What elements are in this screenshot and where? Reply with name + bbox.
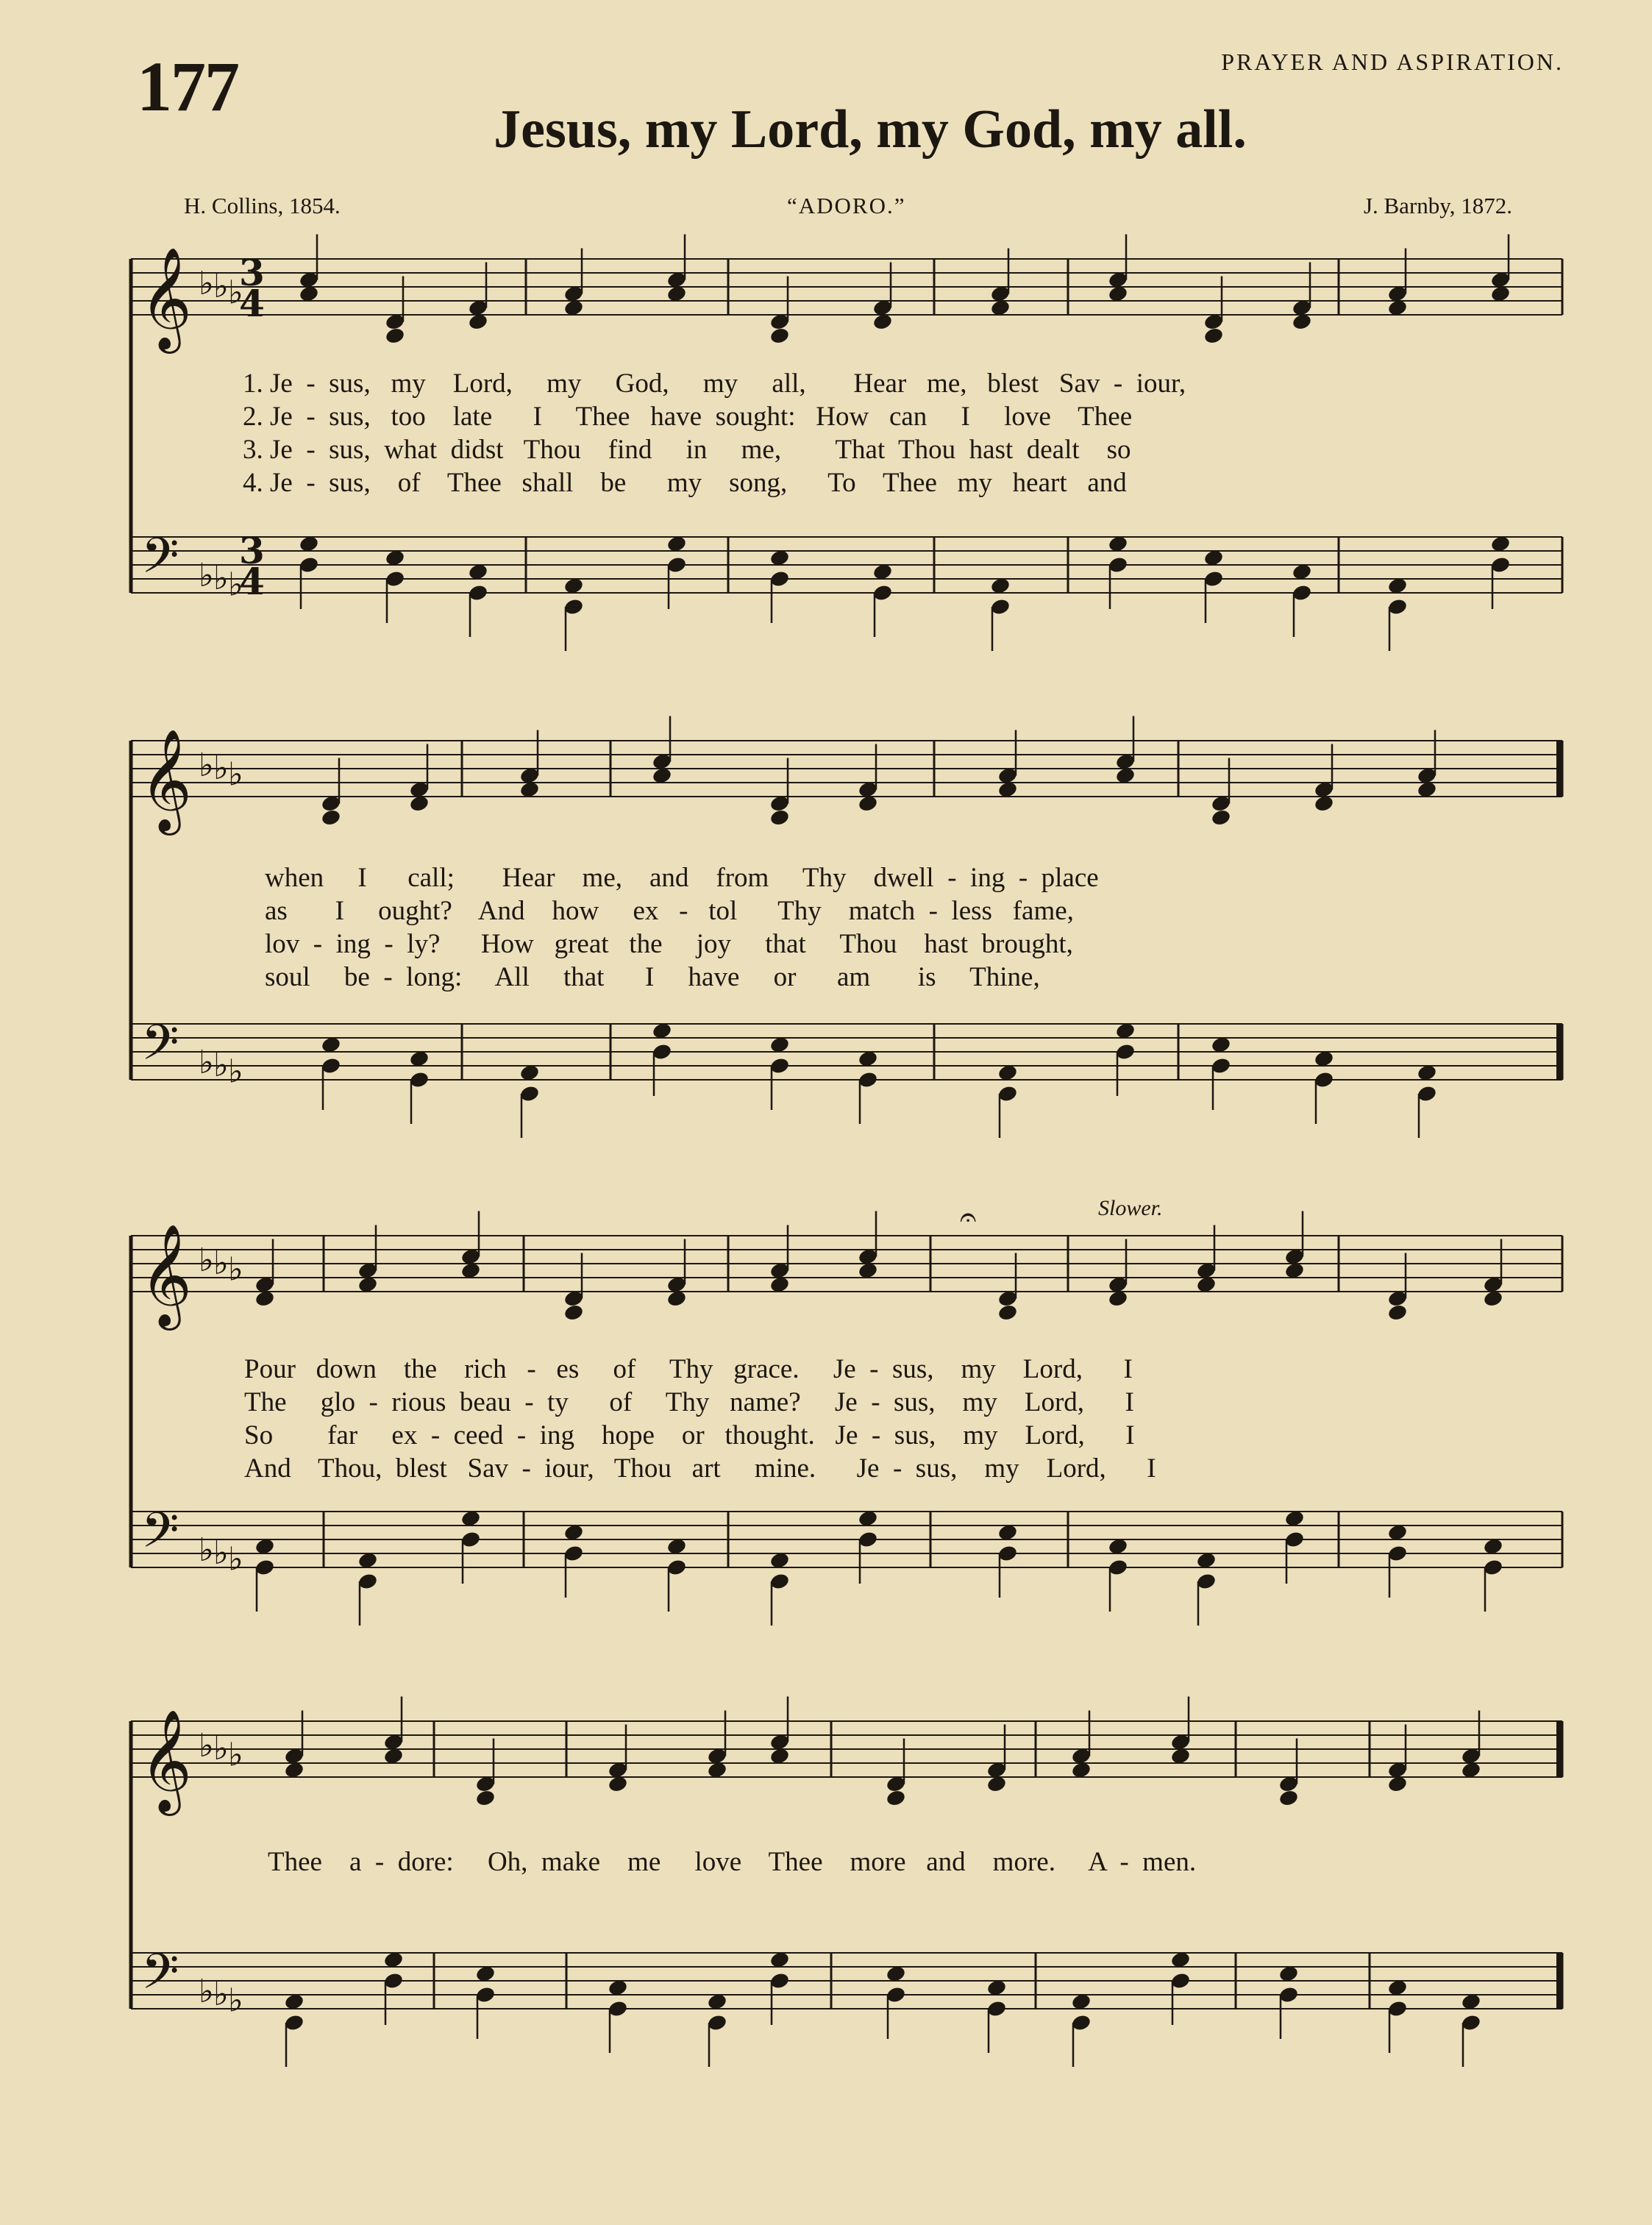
time-sig-bottom-treble: 4 — [239, 282, 265, 325]
key-flat-s1-bass-1: ♭ — [199, 557, 214, 594]
key-flat-s4-bass-2: ♭ — [213, 1976, 229, 2013]
key-flat-s3-bass-1: ♭ — [199, 1531, 214, 1569]
lyric-line-s4-v1: Thee a - dore: Oh, make me love Thee more and more. A - men. — [268, 1847, 1197, 1877]
key-flat-s2-bass-2: ♭ — [213, 1047, 229, 1084]
final-bar-treble-2 — [1556, 1721, 1563, 1777]
author-credit: H. Collins, 1854. — [184, 193, 341, 218]
final-bar-treble-1 — [1556, 741, 1563, 797]
note-head-s3-treble-lower-12 — [1387, 1303, 1409, 1322]
composer-credit: J. Barnby, 1872. — [1363, 193, 1512, 218]
bass-clef-s2: 𝄢 — [141, 1014, 179, 1083]
key-flat-s3-treble-3: ♭ — [228, 1250, 243, 1289]
bass-clef-s4: 𝄢 — [141, 1943, 179, 2012]
hymn-title: Jesus, my Lord, my God, my all. — [494, 99, 1247, 160]
lyric-line-s3-v3: So far ex - ceed - ing hope or thought. Je - sus, my Lord, I — [244, 1420, 1135, 1450]
key-flat-s1-treble-2: ♭ — [213, 268, 229, 305]
section-title: PRAYER AND ASPIRATION. — [1221, 49, 1564, 75]
lyric-line-s2-v3: lov - ing - ly? How great the joy that Thou hast brought, — [265, 929, 1073, 959]
key-flat-s2-treble-1: ♭ — [199, 747, 214, 784]
note-head-s1-treble-lower-10 — [1203, 327, 1225, 345]
time-sig-bottom-bass: 4 — [239, 560, 265, 603]
note-head-s2-treble-lower-1 — [321, 808, 342, 827]
bass-clef-s3: 𝄢 — [141, 1502, 179, 1570]
tune-name: “ADORO.” — [787, 193, 906, 218]
note-head-s3-treble-lower-4 — [563, 1303, 585, 1322]
note-head-s2-treble-lower-5 — [769, 808, 791, 827]
tempo-marking: Slower. — [1098, 1196, 1163, 1220]
final-bar-bass-2 — [1556, 1953, 1563, 2009]
key-flat-s2-treble-3: ♭ — [228, 755, 243, 794]
lyric-line-s3-v2: The glo - rious beau - ty of Thy name? Je - sus, my Lord, I — [244, 1387, 1134, 1417]
lyric-line-s1-v1: 1. Je - sus, my Lord, my God, my all, Hear me, blest Sav - iour, — [243, 369, 1186, 399]
time-sig-top-bass: 3 — [239, 529, 265, 572]
key-flat-s2-bass-3: ♭ — [228, 1053, 243, 1091]
lyric-line-s2-v1: when I call; Hear me, and from Thy dwell - ing - place — [265, 863, 1099, 893]
note-head-s4-treble-lower-7 — [886, 1789, 907, 1807]
key-flat-s2-treble-2: ♭ — [213, 750, 229, 787]
key-flat-s1-treble-1: ♭ — [199, 265, 214, 302]
key-flat-s3-treble-1: ♭ — [199, 1242, 214, 1279]
key-flat-s1-treble-3: ♭ — [228, 274, 243, 312]
time-sig-top-treble: 3 — [239, 251, 265, 294]
key-flat-s2-bass-1: ♭ — [199, 1044, 214, 1081]
lyric-line-s3-v4: And Thou, blest Sav - iour, Thou art mine. Je - sus, my Lord, I — [244, 1453, 1156, 1484]
note-head-s2-treble-lower-9 — [1211, 808, 1232, 827]
note-head-s3-treble-lower-8 — [997, 1303, 1019, 1322]
treble-clef-s2: 𝄞 — [140, 729, 192, 831]
hymn-number: 177 — [137, 47, 238, 126]
note-head-s4-treble-lower-11 — [1278, 1789, 1300, 1807]
key-flat-s4-treble-2: ♭ — [213, 1730, 229, 1767]
treble-clef-s3: 𝄞 — [140, 1224, 192, 1326]
note-head-s1-treble-lower-6 — [769, 327, 791, 345]
key-flat-s4-treble-3: ♭ — [228, 1736, 243, 1774]
note-head-s1-treble-lower-2 — [385, 327, 406, 345]
final-bar-bass-1 — [1556, 1024, 1563, 1080]
key-flat-s1-bass-3: ♭ — [228, 566, 243, 604]
key-flat-s1-bass-2: ♭ — [213, 560, 229, 597]
key-flat-s4-bass-1: ♭ — [199, 1973, 214, 2010]
key-flat-s3-bass-3: ♭ — [228, 1540, 243, 1578]
bass-clef-s1: 𝄢 — [141, 527, 179, 596]
key-flat-s3-bass-2: ♭ — [213, 1534, 229, 1572]
note-head-s4-treble-lower-3 — [475, 1789, 496, 1807]
lyric-line-s1-v3: 3. Je - sus, what didst Thou find in me, That Thou hast dealt so — [243, 435, 1131, 465]
treble-clef-s1: 𝄞 — [140, 247, 192, 349]
lyric-line-s2-v4: soul be - long: All that I have or am is Thine, — [265, 962, 1040, 992]
key-flat-s3-treble-2: ♭ — [213, 1245, 229, 1282]
key-flat-s4-bass-3: ♭ — [228, 1982, 243, 2020]
lyric-line-s2-v2: as I ought? And how ex - tol Thy match - less fame, — [265, 896, 1074, 926]
treble-clef-s4: 𝄞 — [140, 1709, 192, 1812]
lyric-line-s1-v2: 2. Je - sus, too late I Thee have sought: How can I love Thee — [243, 402, 1133, 432]
fermata-mark: 𝄐 — [960, 1200, 977, 1234]
lyric-line-s1-v4: 4. Je - sus, of Thee shall be my song, To Thee my heart and — [243, 468, 1127, 498]
lyric-line-s3-v1: Pour down the rich - es of Thy grace. Je - sus, my Lord, I — [244, 1354, 1133, 1384]
key-flat-s4-treble-1: ♭ — [199, 1727, 214, 1765]
